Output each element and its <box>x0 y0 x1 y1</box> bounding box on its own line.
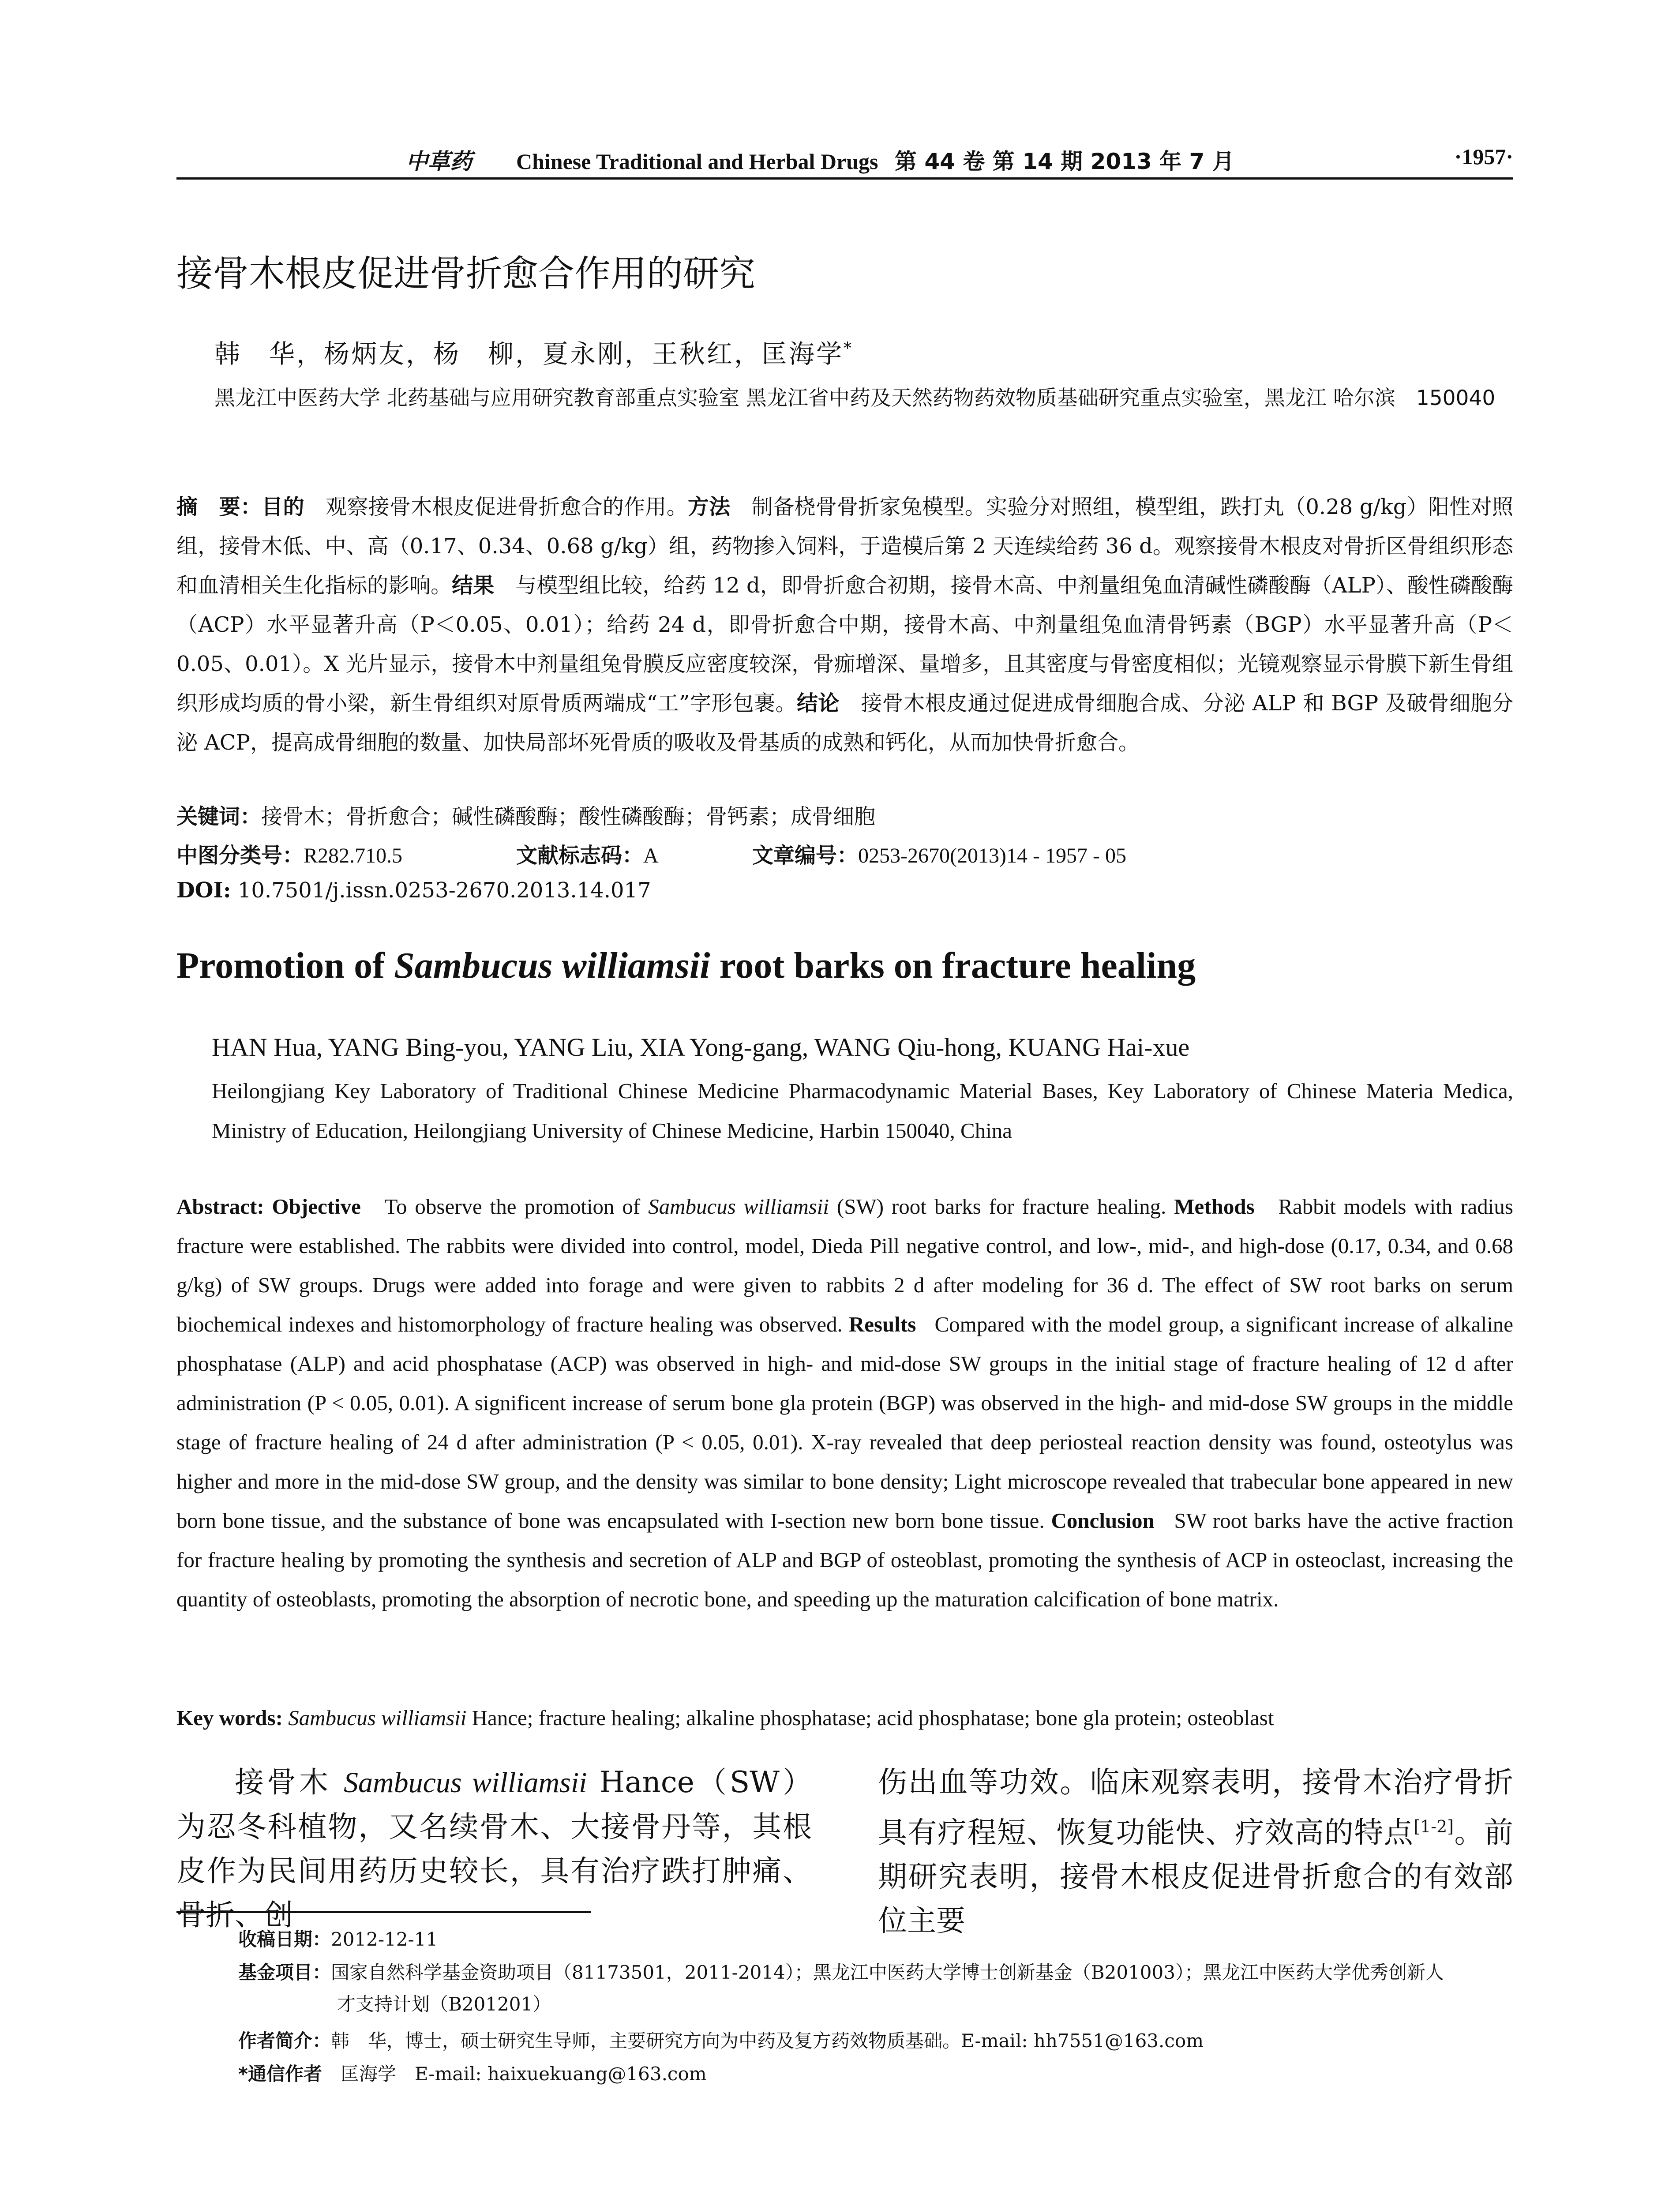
conclusion-text-en: SW root barks have the active fraction for fracture healing by promoting the synthesis and secretion of ALP and BGP of osteoblast, promoting the synthesis of ACP in osteoclast, increasing the quantity of osteoblasts, promoting the absorption of necrotic bone, and speeding up the maturation calcification of bone matrix. <box>176 1508 1514 1611</box>
clc-value: R282.710.5 <box>304 844 403 867</box>
keywords-species-en: Sambucus williamsii <box>288 1706 467 1730</box>
fund-line-1: 国家自然科学基金资助项目（81173501，2011-2014）；黑龙江中医药大学博士创新基金（B201003）；黑龙江中医药大学优秀创新人 <box>331 1962 1444 1983</box>
keywords-en <box>176 1705 1513 1730</box>
corresponding-label: *通信作者 <box>238 2063 322 2085</box>
corresponding-contact: 匡海学 E-mail: haixuekuang@163.com <box>322 2063 707 2085</box>
english-title-species: Sambucus williamsii <box>394 945 710 986</box>
abstract-label-en: Abstract: Objective <box>176 1194 361 1219</box>
clc-label: 中图分类号： <box>176 843 304 868</box>
doi-link[interactable]: 10.7501/j.issn.0253-2670.2013.14.017 <box>237 878 651 903</box>
english-title-pre: Promotion of <box>176 945 394 986</box>
chinese-abstract <box>176 488 1513 762</box>
methods-text-en: Rabbit models with radius fracture were established. The rabbits were divided into control, model, Dieda Pill negative control, and low-, mid-, and high-dose (0.17, 0.34, and 0.68 g/kg) of SW groups. Drugs were added into forage and were given to rabbits 2 d after modeling for 36 d. The effect of SW root barks on serum biochemical indexes and histomorphology of fracture healing was observed. <box>176 1194 1513 1336</box>
author-bio-label: 作者简介： <box>238 2030 331 2052</box>
objective-text-cn: 观察接骨木根皮促进骨折愈合的作用。 <box>304 495 688 519</box>
citation-ref[interactable]: [1-2] <box>1414 1817 1454 1836</box>
article-no-value: 0253-2670(2013)14 - 1957 - 05 <box>858 844 1126 867</box>
english-title <box>176 944 1196 987</box>
article-no-label: 文章编号： <box>752 843 859 868</box>
body-right-post: 。前期研究表明，接骨木根皮促进骨折愈合的有效部位主要 <box>878 1816 1514 1938</box>
footnote-received <box>238 1924 1513 1955</box>
results-label-cn: 结果 <box>452 573 495 598</box>
english-abstract <box>176 1187 1513 1619</box>
footnote-fund <box>238 1957 1513 2020</box>
footnote-rule <box>176 1911 591 1913</box>
body-right-pre: 伤出血等功效。临床观察表明，接骨木治疗骨折具有疗程短、恢复功能快、疗效高的特点 <box>878 1765 1513 1850</box>
objective-label-cn: 目的 <box>262 495 304 519</box>
body-left-pre: 接骨木 <box>235 1765 344 1799</box>
received-label: 收稿日期： <box>238 1928 331 1950</box>
chinese-authors <box>214 333 853 370</box>
journal-name: Chinese Traditional and Herbal Drugs <box>516 149 878 174</box>
objective-text-en-post: (SW) root barks for fracture healing. <box>829 1194 1166 1219</box>
author-bio: 韩 华，博士，硕士研究生导师，主要研究方向为中药及复方药效物质基础。E-mail: hh7551@163.com <box>331 2030 1204 2052</box>
doc-code-label: 文献标志码： <box>516 843 644 868</box>
article-no-line <box>752 838 1126 869</box>
conclusion-label-cn: 结论 <box>796 691 840 716</box>
body-left-post: Hance（SW）为忍冬科植物，又名续骨木、大接骨丹等，其根皮作为民间用药历史较长，具有治疗跌打肿痛、骨折、创 <box>176 1765 812 1932</box>
results-label-en: Results <box>848 1312 916 1336</box>
chinese-author-list: 韩 华，杨炳友，杨 柳，夏永刚，王秋红，匡海学 <box>214 339 844 369</box>
body-left-species: Sambucus williamsii <box>343 1767 587 1799</box>
fund-line-2: 才支持计划（B201201） <box>337 1993 551 2015</box>
doi-label: DOI: <box>176 878 231 903</box>
chinese-title: 接骨木根皮促进骨折愈合作用的研究 <box>176 253 756 295</box>
keywords-text-cn: 接骨木；骨折愈合；碱性磷酸酶；酸性磷酸酶；骨钙素；成骨细胞 <box>261 804 876 829</box>
keywords-cn <box>176 799 875 830</box>
conclusion-text-cn: 接骨木根皮通过促进成骨细胞合成、分泌 ALP 和 BGP 及破骨细胞分泌 ACP，提高成骨细胞的数量、加快局部坏死骨质的吸收及骨基质的成熟和钙化，从而加快骨折愈合。 <box>176 691 1513 755</box>
body-column-left <box>176 1760 812 1937</box>
keywords-label-en: Key words: <box>176 1706 283 1730</box>
received-date: 2012-12-11 <box>331 1928 438 1950</box>
keywords-label-cn: 关键词： <box>176 804 262 829</box>
journal-title <box>516 144 1234 176</box>
methods-text-cn: 制备桡骨骨折家兔模型。实验分对照组，模型组，跌打丸（0.28 g/kg）阳性对照组，接骨木低、中、高（0.17、0.34、0.68 g/kg）组，药物掺入饲料，于造模后第 2 天连续给药 36 d。观察接骨木根皮对骨折区骨组织形态和血清相关生化指标的影响。 <box>176 495 1513 598</box>
footnote-corresponding <box>238 2058 1513 2090</box>
methods-label-en: Methods <box>1174 1194 1255 1219</box>
results-text-en: Compared with the model group, a significant increase of alkaline phosphatase (ALP) and acid phosphatase (ACP) was observed in high- and mid-dose SW groups in the initial stage of fracture healing of 12 d after administration (P < 0.05, 0.01). A significent increase of serum bone gla protein (BGP) was observed in the high- and mid-dose SW groups in the middle stage of fracture healing of 24 d after administration (P < 0.05, 0.01). X-ray revealed that deep periosteal reaction density was found, osteotylus was higher and more in the mid-dose SW group, and the density was similar to bone density; Light microscope revealed that trabecular bone appeared in new born bone tissue, and the substance of bone was encapsulated with I-section new born bone tissue. <box>176 1312 1513 1533</box>
english-title-post: root barks on fracture healing <box>710 945 1196 986</box>
english-authors: HAN Hua, YANG Bing-you, YANG Liu, XIA Yong-gang, WANG Qiu-hong, KUANG Hai-xue <box>212 1033 1190 1062</box>
english-affiliation: Heilongjiang Key Laboratory of Traditional Chinese Medicine Pharmacodynamic Material Bases, Key Laboratory of Chinese Materia Medica, Ministry of Education, Heilongjiang University of Chinese Medicine, Harbin 150040, China <box>212 1079 1513 1143</box>
doc-code-line <box>516 838 659 869</box>
objective-species-en: Sambucus williamsii <box>648 1194 829 1219</box>
doi-line <box>176 878 651 903</box>
objective-text-en-pre: To observe the promotion of <box>384 1194 649 1219</box>
running-header <box>176 140 1513 176</box>
page-number: ·1957· <box>1454 144 1513 169</box>
conclusion-label-en: Conclusion <box>1051 1508 1155 1533</box>
footnote-author <box>238 2025 1513 2057</box>
methods-label-cn: 方法 <box>687 495 731 519</box>
journal-logo: 中草药 <box>406 148 472 174</box>
keywords-text-en: Hance; fracture healing; alkaline phosphatase; acid phosphatase; bone gla protein; osteoblast <box>466 1706 1274 1730</box>
classification-line <box>176 838 402 869</box>
doc-code-value: A <box>643 844 659 867</box>
corresponding-mark: * <box>844 339 854 358</box>
header-rule <box>176 177 1513 180</box>
body-column-right <box>878 1760 1513 1943</box>
fund-label: 基金项目： <box>238 1962 331 1983</box>
results-text-cn: 与模型组比较，给药 12 d，即骨折愈合初期，接骨木高、中剂量组兔血清碱性磷酸酶（ALP）、酸性磷酸酶（ACP）水平显著升高（P＜0.05、0.01）；给药 24 d，即骨折愈合中期，接骨木高、中剂量组兔血清骨钙素（BGP）水平显著升高（P＜0.05、0.01）。X 光片显示，接骨木中剂量组兔骨膜反应密度较深，骨痂增深、量增多，且其密度与骨密度相似；光镜观察显示骨膜下新生骨组织形成均质的骨小梁，新生骨组织对原骨质两端成“工”字形包裹。 <box>176 573 1513 716</box>
chinese-affiliation: 黑龙江中医药大学 北药基础与应用研究教育部重点实验室 黑龙江省中药及天然药物药效物质基础研究重点实验室，黑龙江 哈尔滨 150040 <box>214 386 1496 410</box>
abstract-label-cn: 摘 要： <box>176 495 262 519</box>
journal-issue: 第 44 卷 第 14 期 2013 年 7 月 <box>894 149 1234 174</box>
